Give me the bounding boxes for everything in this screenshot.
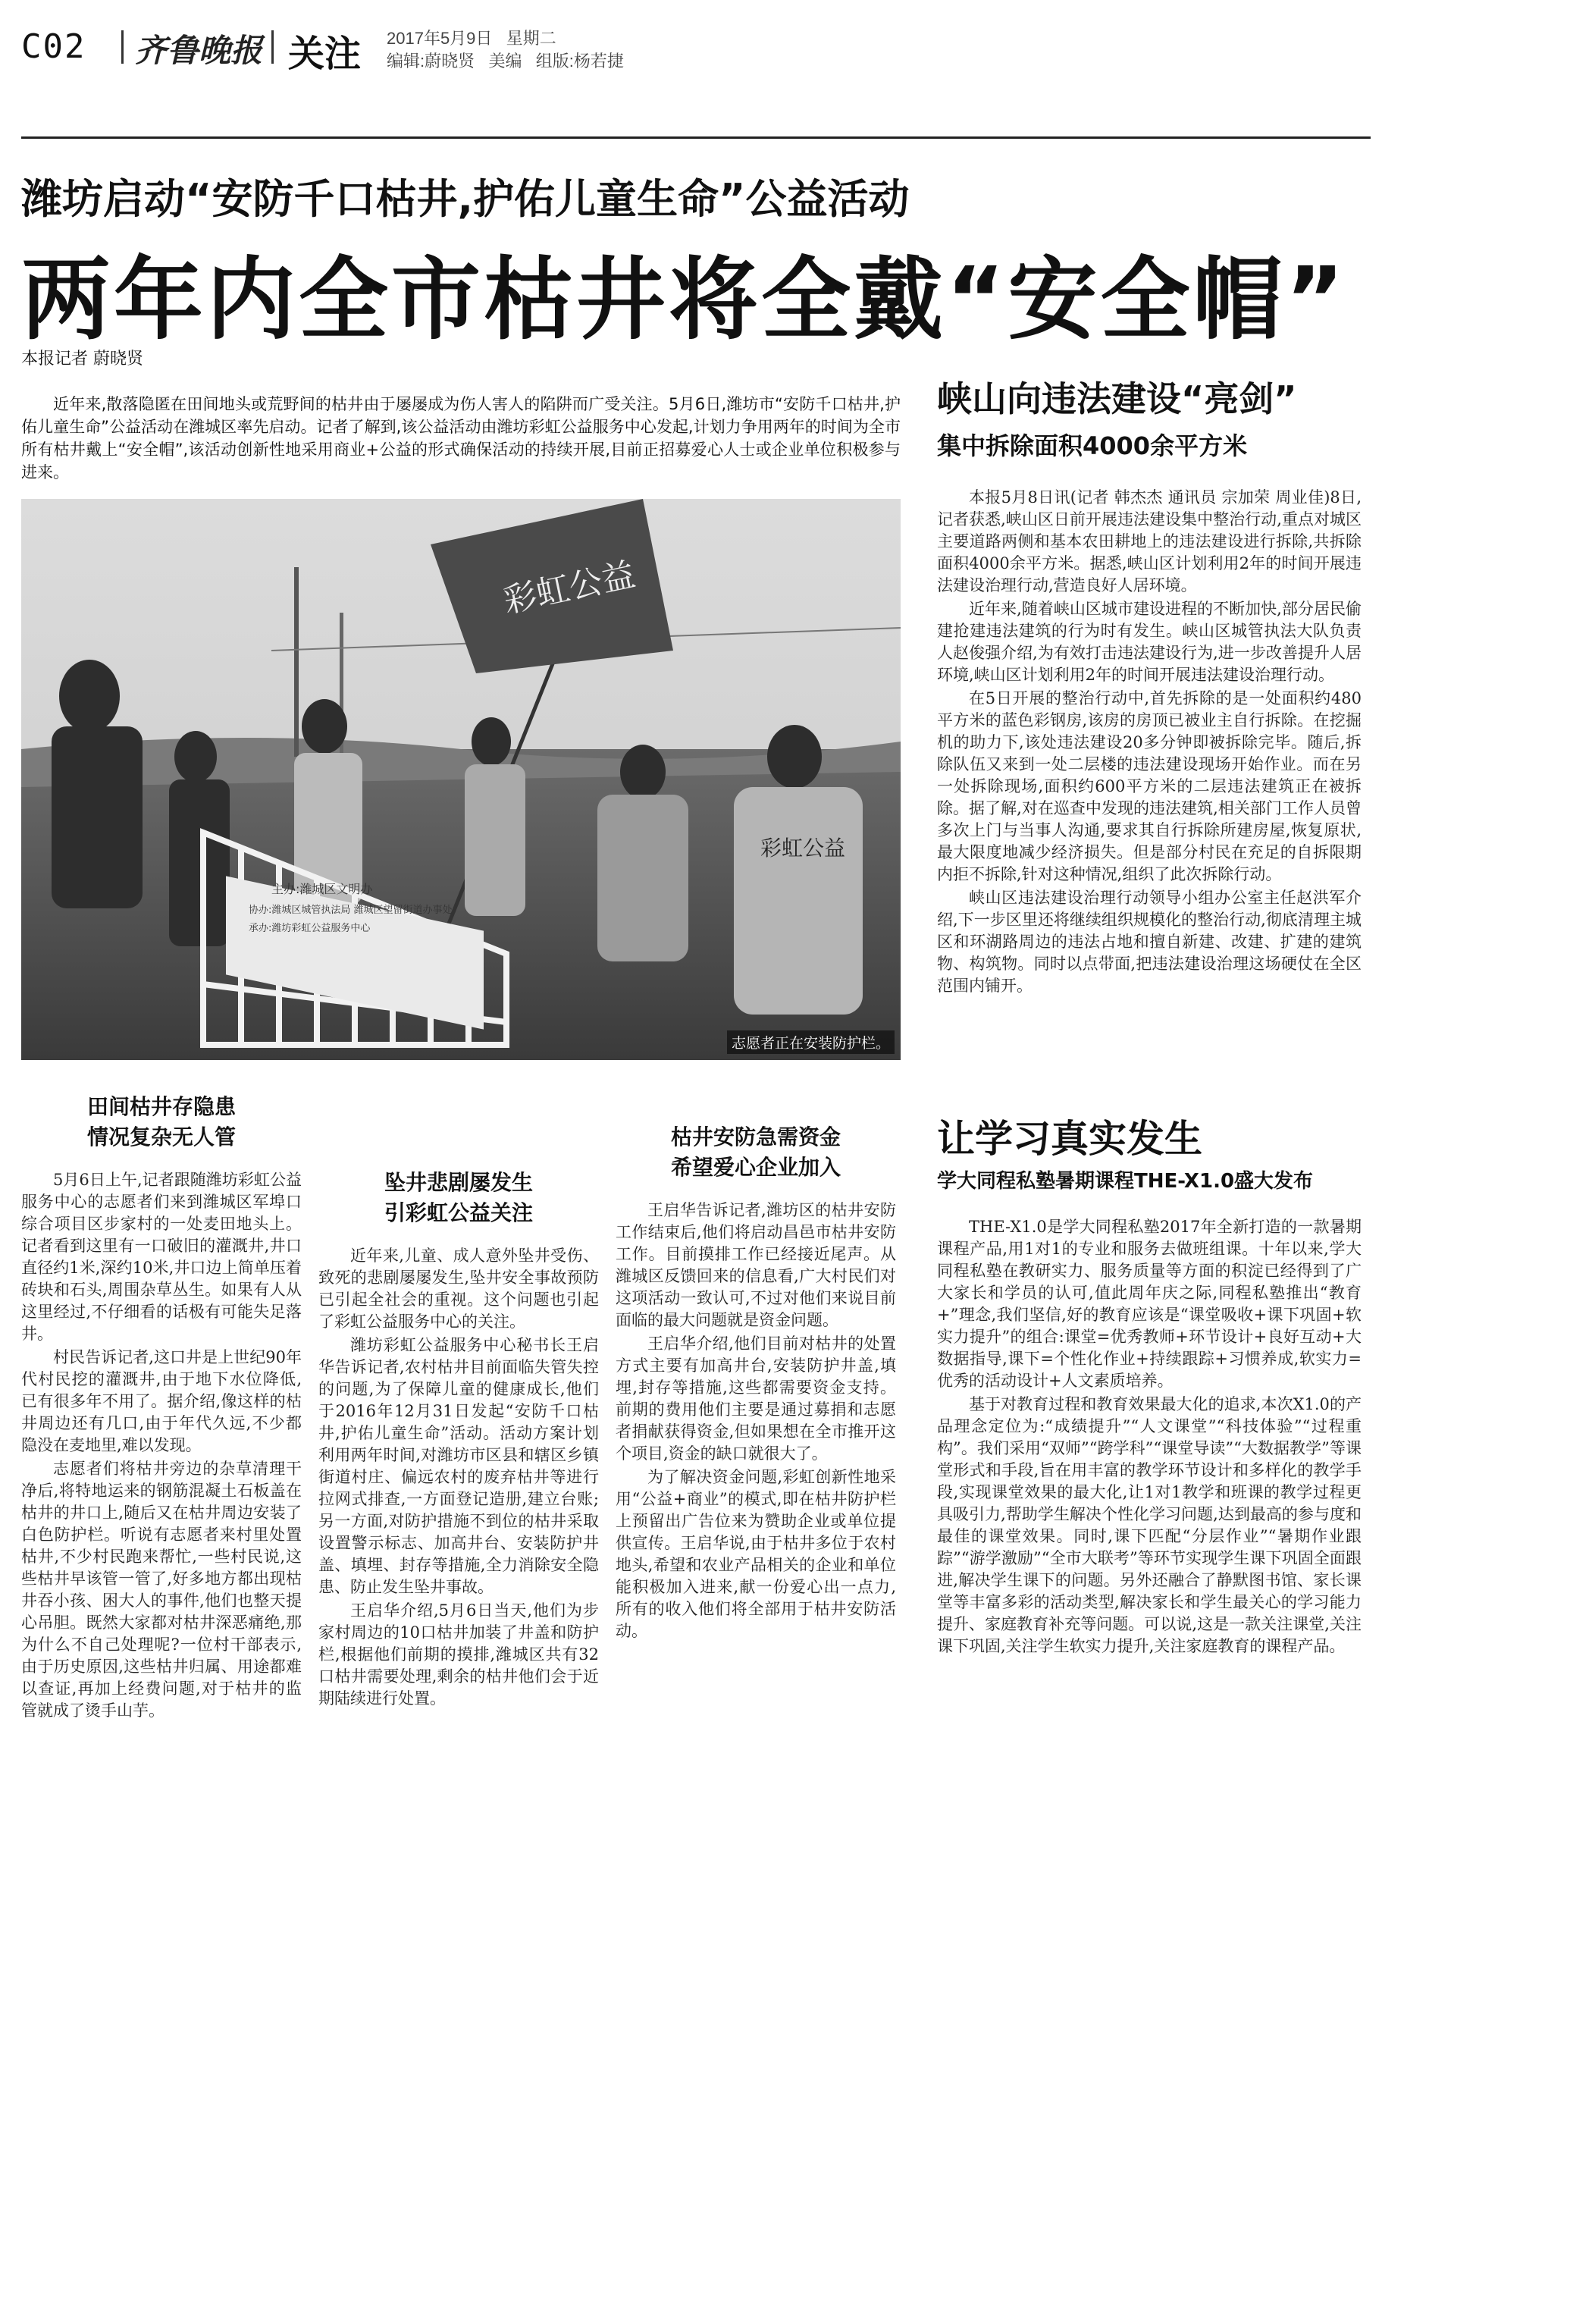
paragraph: 峡山区违法建设治理行动领导小组办公室主任赵洪军介绍,下一步区里还将继续组织规模化的整治行动,彻底清理主城区和环湖路周边的违法占地和擅自新建、改建、扩建的建筑物、构筑物。同时以点带面,把违法建设治理这场硬仗在全区范围内铺开。 (937, 889, 1362, 995)
story-byline: 本报记者 蔚晓贤 (21, 350, 143, 369)
paragraph: 5月6日上午,记者跟随潍坊彩虹公益服务中心的志愿者们来到潍城区军埠口综合项目区步家村的一处麦田地头上。记者看到这里有一口破旧的灌溉井,井口直径约1米,深约10米,井口边上简单压着砖块和石头,周围杂草丛生。如果有人从这里经过,不仔细看的话极有可能失足落井。 (21, 1171, 302, 1343)
side-story-xueda (937, 1115, 1362, 1659)
story-headline: 两年内全市枯井将全戴“安全帽” (21, 247, 1348, 352)
side-story-body (937, 487, 1362, 997)
subhead-line: 引彩虹公益关注 (384, 1200, 533, 1225)
story-column-1 (21, 1092, 302, 1723)
story-column-2 (318, 1092, 599, 1711)
paragraph: 潍坊彩虹公益服务中心秘书长王启华告诉记者,农村枯井目前面临失管失控的问题,为了保障儿童的健康成长,他们于2016年12月31日发起“安防千口枯井,护佑儿童生命”活动。活动方案计划利用两年时间,对潍坊市区县和辖区乡镇街道村庄、偏远农村的废弃枯井等进行拉网式排查,一方面登记造册,建立台账;另一方面,对防护措施不到位的枯井采取设置警示标志、加高井台、安装防护井盖、填埋、封存等措施,全力消除安全隐患、防止发生坠井事故。 (318, 1336, 599, 1596)
story-column-3 (616, 1092, 896, 1644)
paragraph: 王启华介绍,5月6日当天,他们为步家村周边的10口枯井加装了井盖和防护栏,根据他们前期的摸排,潍城区共有32口枯井需要处理,剩余的枯井他们会于近期陆续进行处置。 (318, 1601, 599, 1708)
section-subhead (318, 1168, 599, 1228)
header-divider (271, 30, 274, 64)
newspaper-logo: 齐鲁晚报 (135, 32, 263, 69)
flag-banner-text: 彩虹公益 (500, 555, 639, 621)
volunteers-photo (21, 499, 901, 1060)
paragraph: THE-X1.0是学大同程私塾2017年全新打造的一款暑期课程产品,用1对1的专业和服务去做班组课。十年以来,学大同程私塾在教研实力、服务质量等方面的积淀已经得到了广大家长和学员的认可,值此周年庆之际,同程私塾推出“教育+”理念,我们坚信,好的教育应该是“课堂吸收+课下巩固+软实力提升”的组合:课堂=优秀教师+环节设计+良好互动+大数据指导,课下=个性化作业+持续跟踪+习惯养成,软实力=优秀的活动设计+人文素质培养。 (937, 1218, 1362, 1390)
paragraph: 近年来,随着峡山区城市建设进程的不断加快,部分居民偷建抢建违法建筑的行为时有发生。峡山区城管执法大队负责人赵俊强介绍,为有效打击违法建设行为,进一步改善提升人居环境,峡山区计划利用2年的时间开展违法建设治理行动。 (937, 600, 1362, 684)
story-lede: 近年来,散落隐匿在田间地头或荒野间的枯井由于屡屡成为伤人害人的陷阱而广受关注。5月6日,潍坊市“安防千口枯井,护佑儿童生命”公益活动在潍城区率先启动。记者了解到,该公益活动由潍坊彩虹公益服务中心发起,计划力争用两年的时间为全市所有枯井戴上“安全帽”,该活动创新性地采用商业+公益的形式确保活动的持续开展,目前正招募爱心人士或企业单位积极参与进来。 (21, 395, 901, 481)
photo-caption: 志愿者正在安装防护栏。 (727, 1030, 895, 1054)
side-story-subhead: 集中拆除面积4000余平方米 (937, 431, 1248, 460)
side-story-headline: 峡山向违法建设“亮剑” (937, 378, 1297, 419)
story-photo (21, 499, 901, 1060)
subhead-line: 希望爱心企业加入 (670, 1155, 841, 1180)
paragraph: 为了解决资金问题,彩虹创新性地采用“公益+商业”的模式,即在枯井防护栏上预留出广告位来为赞助企业或单位提供宣传。王启华说,由于枯井多位于农村地头,希望和农业产品相关的企业和单位能积极加入进来,献一份爱心出一点力,所有的收入他们将全部用于枯井安防活动。 (616, 1468, 896, 1640)
subhead-line: 坠井悲剧屡发生 (384, 1170, 533, 1195)
side-story-xiashan (937, 376, 1362, 999)
side-story-body (937, 1216, 1362, 1658)
header-rule (21, 136, 1371, 139)
page-header (21, 21, 1371, 74)
side-story-subhead: 学大同程私塾暑期课程THE-X1.0盛大发布 (937, 1170, 1314, 1193)
paragraph: 村民告诉记者,这口井是上世纪90年代村民挖的灌溉井,由于地下水位降低,已有很多年不用了。据介绍,像这样的枯井周边还有几口,由于年代久远,不少都隐没在麦地里,难以发现。 (21, 1348, 302, 1454)
page-number: C02 (21, 27, 86, 66)
editor-credits: 编辑:蔚晓贤 美编 组版:杨若捷 (387, 52, 624, 71)
subhead-line: 情况复杂无人管 (86, 1124, 236, 1149)
story-kicker: 潍坊启动“安防千口枯井,护佑儿童生命”公益活动 (21, 175, 910, 223)
vest-logo-text: 彩虹公益 (760, 836, 846, 861)
sign-line: 承办:潍坊彩虹公益服务中心 (249, 923, 371, 934)
header-divider (121, 30, 124, 64)
section-name: 关注 (288, 33, 362, 75)
sign-line: 主办:潍城区文明办 (271, 882, 373, 896)
subhead-line: 田间枯井存隐患 (86, 1094, 236, 1119)
paragraph: 王启华介绍,他们目前对枯井的处置方式主要有加高井台,安装防护井盖,填埋,封存等措施,这些都需要资金支持。前期的费用他们主要是通过募捐和志愿者捐献获得资金,但如果想在全市推开这个项目,资金的缺口就很大了。 (616, 1334, 896, 1463)
paragraph: 近年来,儿童、成人意外坠井受伤、致死的悲剧屡屡发生,坠井安全事故预防已引起全社会的重视。这个问题也引起了彩虹公益服务中心的关注。 (318, 1247, 599, 1331)
subhead-line: 枯井安防急需资金 (670, 1124, 841, 1149)
paragraph: 在5日开展的整治行动中,首先拆除的是一处面积约480平方米的蓝色彩钢房,该房的房顶已被业主自行拆除。在挖掘机的助力下,该处违法建设20多分钟即被拆除完毕。随后,拆除队伍又来到一处二层楼的违法建设现场开始作业。而在另一处拆除现场,面积约600平方米的二层违法建筑正在被拆除。据了解,对在巡查中发现的违法建筑,相关部门工作人员曾多次上门与当事人沟通,要求其自行拆除所建房屋,恢复原状,最大限度地减少经济损失。但是部分村民在充足的自拆限期内拒不拆除,针对这种情况,组织了此次拆除行动。 (937, 689, 1362, 883)
paragraph: 志愿者们将枯井旁边的杂草清理干净后,将特地运来的钢筋混凝土石板盖在枯井的井口上,随后又在枯井周边安装了白色防护栏。听说有志愿者来村里处置枯井,不少村民跑来帮忙,一些村民说,这些枯井早该管一管了,好多地方都出现枯井吞小孩、困大人的事件,他们也整天提心吊胆。既然大家都对枯井深恶痛绝,那为什么不自己处理呢?一位村干部表示,由于历史原因,这些枯井归属、用途都难以查证,再加上经费问题,对于枯井的监管就成了烫手山芋。 (21, 1460, 302, 1720)
side-story-headline: 让学习真实发生 (937, 1117, 1202, 1161)
paragraph: 本报5月8日讯(记者 韩杰杰 通讯员 宗加荣 周业佳)8日,记者获悉,峡山区日前开展违法建设集中整治行动,重点对城区主要道路两侧和基本农田耕地上的违法建设进行拆除,共拆除面积4000余平方米。据悉,峡山区计划利用2年的时间开展违法建设治理行动,营造良好人居环境。 (937, 488, 1362, 594)
issue-date: 2017年5月9日 星期二 (387, 29, 556, 48)
sign-line: 协办:潍城区城管执法局 潍城区望留街道办事处 (249, 905, 453, 916)
paragraph: 王启华告诉记者,潍坊区的枯井安防工作结束后,他们将启动昌邑市枯井安防工作。目前摸排工作已经接近尾声。从潍城区反馈回来的信息看,广大村民们对这项活动一致认可,不过对他们来说目前面临的最大问题就是资金问题。 (616, 1201, 896, 1329)
paragraph: 基于对教育过程和教育效果最大化的追求,本次X1.0的产品理念定位为:“成绩提升”“人文课堂”“科技体验”“过程重构”。我们采用“双师”“跨学科”“课堂导读”“大数据教学”等课堂形式和手段,旨在用丰富的教学环节设计和多样化的教学手段,实现课堂效果的最大化,让1对1教学和班课的教学过程更具吸引力,帮助学生解决个性化学习问题,达到最高的参与度和最佳的课堂效果。同时,课下匹配“分层作业”“暑期作业跟踪”“游学激励”“全市大联考”等环节实现学生课下巩固全面跟进,解决学生课下的问题。另外还融合了静默图书馆、家长课堂等丰富多彩的活动类型,解决家长和学生最关心的学习能力提升、家庭教育补充等问题。可以说,这是一款关注课堂,关注课下巩固,关注学生软实力提升,关注家庭教育的课程产品。 (937, 1395, 1362, 1655)
section-subhead (616, 1122, 896, 1183)
section-subhead (21, 1092, 302, 1153)
